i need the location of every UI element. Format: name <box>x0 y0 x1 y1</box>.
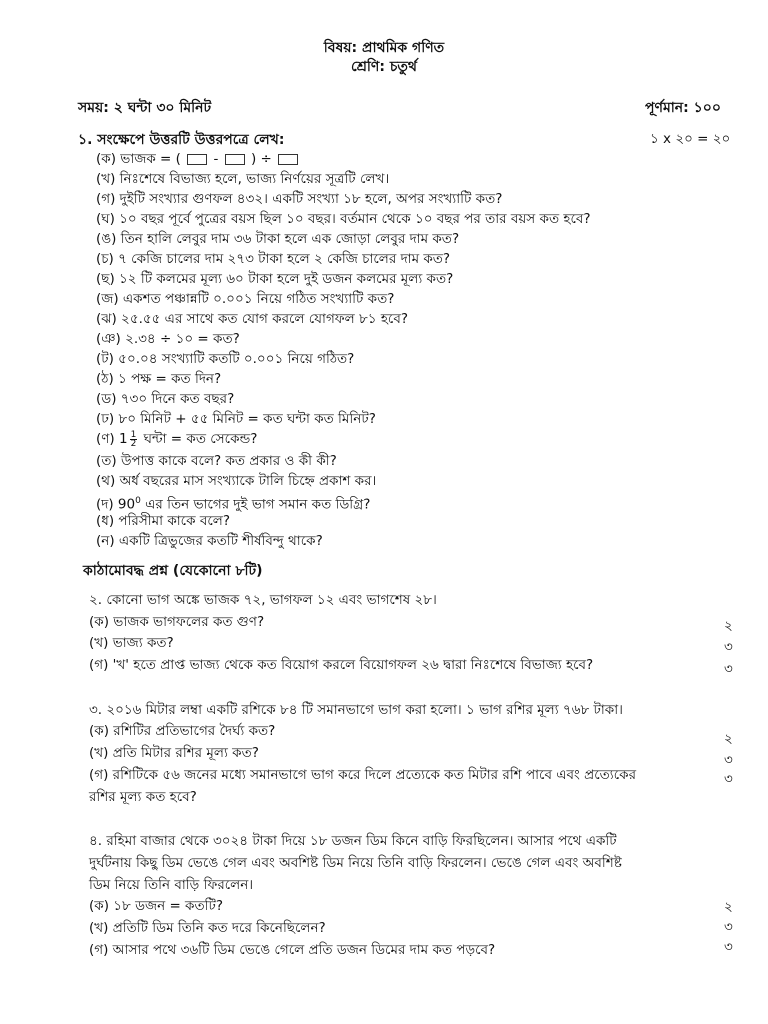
question-1-item: (ঢ) ৮০ মিনিট + ৫৫ মিনিট = কত ঘন্টা কত মিনিট? <box>96 411 376 427</box>
question-1-item: (ড) ৭৩০ দিনে কত বছর? <box>96 391 235 407</box>
time-label: সময়: ২ ঘন্টা ৩০ মিনিট <box>78 100 212 116</box>
q4-part-mark: ৩ <box>724 939 733 955</box>
q2-part: (ক) ভাজক ভাগফলের কত গুণ? <box>89 614 265 630</box>
q3-part-continuation: রশির মূল্য কত হবে? <box>89 789 197 805</box>
class-title: শ্রেণি: চতুর্থ <box>351 59 417 75</box>
q4-stem: ৪. রহিমা বাজার থেকে ৩০২৪ টাকা দিয়ে ১৮ ডজন ডিম কিনে বাড়ি ফিরছিলেন। আসার পথে একটি <box>89 833 617 849</box>
q2-part-mark: ৩ <box>724 639 733 655</box>
subject-title: বিষয়: প্রাথমিক গণিত <box>323 40 445 56</box>
question-1-d <box>96 492 370 514</box>
q3-part-mark: ৩ <box>724 752 733 768</box>
question-1-item: (ত) উপাত্ত কাকে বলে? কত প্রকার ও কী কী? <box>96 453 337 469</box>
item-d-suffix: এর তিন ভাগের দুই ভাগ সমান কত ডিগ্রি? <box>140 496 371 513</box>
q4-stem: দুর্ঘটনায় কিছু ডিম ভেঙে গেল এবং অবশিষ্ট ডিম নিয়ে তিনি বাড়ি ফিরলেন। ভেঙে গেল এবং অবশিষ্ট <box>89 855 622 871</box>
item-d-prefix: (দ) 90 <box>96 496 136 513</box>
question-1-item: (গ) দুইটি সংখ্যার গুণফল ৪৩২। একটি সংখ্যা ১৮ হলে, অপর সংখ্যাটি কত? <box>96 191 503 207</box>
q3-part: (গ) রশিটিকে ৫৬ জনের মধ্যে সমানভাগে ভাগ করে দিলে প্রত্যেকে কত মিটার রশি পাবে এবং প্রত্যেকের <box>89 767 636 783</box>
q2-stem: ২. কোনো ভাগ অঙ্কে ভাজক ৭২, ভাগফল ১২ এবং ভাগশেষ ২৮। <box>89 592 437 608</box>
q3-stem: ৩. ২০১৬ মিটার লম্বা একটি রশিকে ৮৪ টি সমানভাগে ভাগ করা হলো। ১ ভাগ রশির মূল্য ৭৬৮ টাকা। <box>89 702 623 718</box>
q4-part: (গ) আসার পথে ৩৬টি ডিম ভেঙে গেলে প্রতি ডজন ডিমের দাম কত পড়বে? <box>89 942 496 958</box>
q4-part: (ক) ১৮ ডজন = কতটি? <box>89 898 224 914</box>
item-n-prefix: (ণ) 1 <box>96 431 128 447</box>
full-marks-label: পূর্ণমান: ১০০ <box>645 100 721 116</box>
q2-part: (খ) ভাজ্য কত? <box>89 635 174 651</box>
q3-part: (ক) রশিটির প্রতিভাগের দৈর্ঘ্য কত? <box>89 723 276 739</box>
blank-box-icon <box>278 154 298 165</box>
q2-part-mark: ৩ <box>724 661 733 677</box>
question-1-item: (ঠ) ১ পক্ষ = কত দিন? <box>96 371 222 387</box>
item-n-suffix: ঘন্টা = কত সেকেন্ড? <box>143 431 258 447</box>
question-1-n <box>96 430 257 448</box>
q4-stem: ডিম নিয়ে তিনি বাড়ি ফিরলেন। <box>89 877 254 893</box>
question-1-item: (ঙ) তিন হালি লেবুর দাম ৩৬ টাকা হলে এক জোড়া লেবুর দাম কত? <box>96 231 460 247</box>
question-1-item: (ছ) ১২ টি কলমের মূল্য ৬০ টাকা হলে দুই ডজন কলমের মূল্য কত? <box>96 271 454 287</box>
q4-part: (খ) প্রতিটি ডিম তিনি কত দরে কিনেছিলেন? <box>89 920 326 936</box>
question-1-item: (খ) নিঃশেষে বিভাজ্য হলে, ভাজ্য নির্ণয়ের সূত্রটি লেখ। <box>96 171 390 187</box>
fraction <box>130 431 138 448</box>
section2-title: কাঠামোবদ্ধ প্রশ্ন (যেকোনো ৮টি) <box>83 563 263 579</box>
question-1-item: (ন) একটি ত্রিভুজের কতটি শীর্ষবিন্দু থাকে? <box>96 533 323 549</box>
section1-title: ১. সংক্ষেপে উত্তরটি উত্তরপত্রে লেখ: <box>78 132 285 148</box>
q2-part: (গ) 'খ' হতে প্রাপ্ত ভাজ্য থেকে কত বিয়োগ করলে বিয়োগফল ২৬ দ্বারা নিঃশেষে বিভাজ্য হবে? <box>89 657 594 673</box>
section1-marks: ১ x ২০ = ২০ <box>650 131 731 147</box>
question-1-k <box>96 150 300 168</box>
question-1-item: (থ) অর্ধ বছরের মাস সংখ্যাকে টালি চিহ্নে প্রকাশ কর। <box>96 473 377 489</box>
question-1-item: (ঘ) ১০ বছর পূর্বে পুত্রের বয়স ছিল ১০ বছর। বর্তমান থেকে ১০ বছর পর তার বয়স কত হবে? <box>96 211 591 227</box>
q2-part-mark: ২ <box>724 618 733 634</box>
q3-part-mark: ২ <box>724 731 733 747</box>
item-k-prefix: (ক) ভাজক = ( <box>96 151 181 167</box>
question-1-item: (জ) একশত পঞ্চান্নটি ০.০০১ নিয়ে গঠিত সংখ্যাটি কত? <box>96 291 395 307</box>
question-1-item: (চ) ৭ কেজি চালের দাম ২৭৩ টাকা হলে ২ কেজি চালের দাম কত? <box>96 251 451 267</box>
question-1-item: (ঞ) ২.৩৪ ÷ ১০ = কত? <box>96 331 240 347</box>
question-1-item: (ধ) পরিসীমা কাকে বলে? <box>96 513 231 529</box>
fraction-denominator: 2 <box>130 438 137 449</box>
item-k-suffix: ) ÷ <box>251 151 272 167</box>
q4-part-mark: ২ <box>724 899 733 915</box>
q4-part-mark: ৩ <box>724 919 733 935</box>
fraction-numerator: 1 <box>130 429 137 440</box>
question-1-item: (ঝ) ২৫.৫৫ এর সাথে কত যোগ করলে যোগফল ৮১ হবে? <box>96 311 409 327</box>
blank-box-icon <box>187 154 207 165</box>
q3-part-mark: ৩ <box>724 771 733 787</box>
question-1-item: (ট) ৫০.০৪ সংখ্যাটি কতটি ০.০০১ নিয়ে গঠিত? <box>96 351 355 367</box>
item-k-minus: - <box>213 151 219 167</box>
q3-part: (খ) প্রতি মিটার রশির মূল্য কত? <box>89 745 259 761</box>
blank-box-icon <box>225 154 245 165</box>
degree-superscript: 0 <box>135 496 141 506</box>
